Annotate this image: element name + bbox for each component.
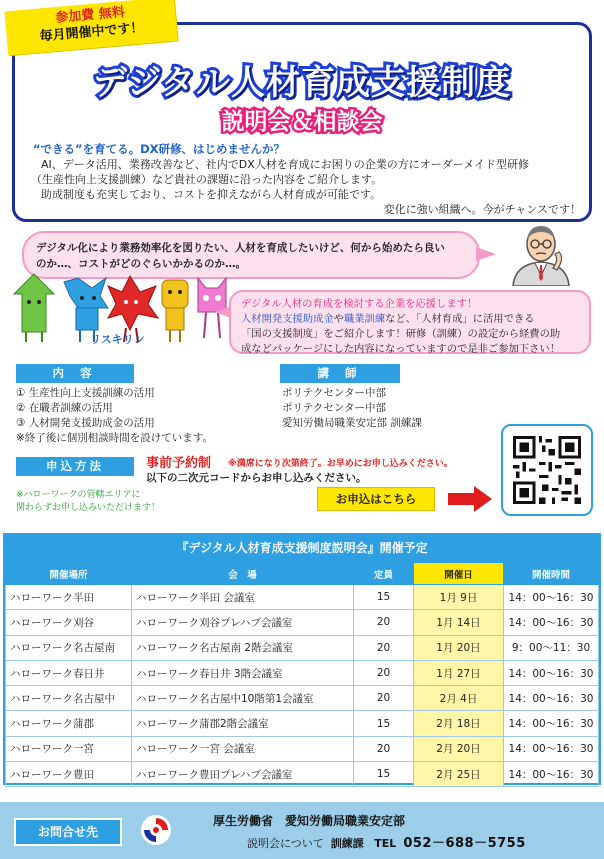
support-line: 成などパッケージにした内容になっていますので是非ご参加下さい！ bbox=[241, 343, 560, 355]
support-line bbox=[241, 312, 581, 327]
cell-location: ハローワーク蒲郡 bbox=[6, 711, 132, 736]
intro-text bbox=[31, 157, 583, 217]
table-row bbox=[6, 686, 599, 711]
contact-line bbox=[247, 832, 526, 851]
cell-venue: ハローワーク一宮 会議室 bbox=[132, 736, 354, 761]
lecturer-tag: 講 師 bbox=[280, 364, 400, 383]
cell-venue: ハローワーク豊田プレハブ会議室 bbox=[132, 762, 354, 787]
page-subtitle: 説明会＆相談会 bbox=[221, 109, 383, 135]
cell-time: 14：00～16：30 bbox=[504, 711, 599, 736]
table-row bbox=[6, 711, 599, 736]
cell-location: ハローワーク名古屋中 bbox=[6, 686, 132, 711]
cell-date: 2月 20日 bbox=[414, 736, 504, 761]
ministry-logo-icon bbox=[140, 814, 172, 846]
support-text: など、「人材育成」に活用できる bbox=[385, 313, 535, 325]
contact-button[interactable]: お問合せ先 bbox=[14, 818, 122, 846]
content-item: ③ 人材開発支援助成金の活用 bbox=[16, 417, 155, 429]
cell-time: 14：00～16：30 bbox=[504, 585, 599, 610]
header-time: 開催時間 bbox=[504, 563, 599, 585]
qr-code-frame[interactable] bbox=[501, 424, 593, 516]
schedule-title: 『デジタル人材育成支援制度説明会』開催予定 bbox=[5, 535, 599, 562]
hellowork-note-line: ※ハローワークの管轄エリアに bbox=[16, 490, 141, 500]
phone-number: 052－688－5755 bbox=[403, 836, 526, 851]
cell-time: 14：00～16：30 bbox=[504, 660, 599, 685]
cell-capacity: 15 bbox=[354, 585, 414, 610]
bubble-line: デジタル化により業務効率化を図りたい、人材を育成したいけど、何から始めたら良い bbox=[36, 242, 445, 254]
intro-line: 変化に強い組織へ。今がチャンスです！ bbox=[383, 203, 581, 216]
full-note: ※満席になり次第終了。お早めにお申し込みください。 bbox=[228, 459, 453, 469]
hellowork-note-line: 関わらずお申し込みいただけます！ bbox=[16, 503, 161, 513]
content-item: ② 在職者訓練の活用 bbox=[16, 402, 113, 414]
content-list bbox=[16, 386, 213, 446]
contact-about: 説明会について bbox=[247, 837, 324, 850]
intro-line: （生産性向上支援訓練）など貴社の課題に沿った内容をご紹介します。 bbox=[31, 173, 383, 186]
schedule-table bbox=[3, 533, 601, 785]
lecturer-item: ポリテクセンター中部 bbox=[282, 387, 386, 399]
cell-time: 14：00～16：30 bbox=[504, 736, 599, 761]
content-note: ※終了後に個別相談時間を設けています。 bbox=[16, 432, 213, 444]
cell-time: 9：00～11：30 bbox=[504, 635, 599, 660]
organization-name: 厚生労働省 愛知労働局職業安定部 bbox=[213, 814, 406, 828]
hellowork-note bbox=[16, 489, 160, 515]
cell-time: 14：00～16：30 bbox=[504, 610, 599, 635]
support-line: デジタル人材の育成を検討する企業を応援します！ bbox=[241, 298, 478, 310]
contact-dept: 訓練課 bbox=[330, 837, 364, 850]
footer bbox=[0, 802, 604, 859]
header-capacity: 定員 bbox=[354, 563, 414, 585]
cell-location: ハローワーク刈谷 bbox=[6, 610, 132, 635]
table-row bbox=[6, 610, 599, 635]
cell-date: 1月 9日 bbox=[414, 585, 504, 610]
lecturer-list bbox=[282, 386, 422, 431]
table-row bbox=[6, 635, 599, 660]
badge-free-text: 参加費 無料 bbox=[54, 5, 126, 27]
cell-location: ハローワーク半田 bbox=[6, 585, 132, 610]
tel-label: TEL bbox=[374, 837, 397, 850]
cell-venue: ハローワーク蒲郡2階会議室 bbox=[132, 711, 354, 736]
cell-date: 2月 18日 bbox=[414, 711, 504, 736]
schedule-grid bbox=[5, 562, 599, 787]
apply-button[interactable]: お申込はこちら bbox=[317, 487, 435, 511]
cell-venue: ハローワーク名古屋南 2階会議室 bbox=[132, 635, 354, 660]
cell-time: 14：00～16：30 bbox=[504, 686, 599, 711]
cell-capacity: 15 bbox=[354, 711, 414, 736]
cell-location: ハローワーク名古屋南 bbox=[6, 635, 132, 660]
qr-code-icon bbox=[513, 436, 581, 504]
cell-capacity: 20 bbox=[354, 686, 414, 711]
lecturer-item: ポリテクセンター中部 bbox=[282, 402, 386, 414]
subsidy-term: 人材開発支援助成金 bbox=[241, 313, 334, 325]
cell-capacity: 15 bbox=[354, 762, 414, 787]
bubble-line: のか…、コストがどのぐらいかかるのか…。 bbox=[36, 258, 246, 270]
cell-capacity: 20 bbox=[354, 736, 414, 761]
cell-venue: ハローワーク刈谷プレハブ会議室 bbox=[132, 610, 354, 635]
cell-location: ハローワーク一宮 bbox=[6, 736, 132, 761]
cell-date: 1月 14日 bbox=[414, 610, 504, 635]
cell-capacity: 20 bbox=[354, 610, 414, 635]
cell-venue: ハローワーク半田 会議室 bbox=[132, 585, 354, 610]
businessman-illustration-icon bbox=[505, 218, 577, 286]
support-conj: や bbox=[333, 313, 344, 325]
header-venue: 会 場 bbox=[132, 563, 354, 585]
cell-location: ハローワーク春日井 bbox=[6, 660, 132, 685]
header-box bbox=[12, 22, 592, 222]
cell-capacity: 20 bbox=[354, 660, 414, 685]
intro-line: AI、データ活用、業務改善など、社内でDX人材を育成にお困りの企業の方にオーダーメイド型研修 bbox=[41, 158, 530, 171]
mascot-name: リスキリン bbox=[90, 333, 145, 346]
table-row bbox=[6, 762, 599, 787]
table-row bbox=[6, 585, 599, 610]
arrow-right-icon bbox=[448, 486, 492, 512]
cell-date: 2月 25日 bbox=[414, 762, 504, 787]
cell-venue: ハローワーク名古屋中10階第1会議室 bbox=[132, 686, 354, 711]
cell-date: 1月 20日 bbox=[414, 635, 504, 660]
content-tag: 内 容 bbox=[16, 364, 134, 383]
cell-date: 1月 27日 bbox=[414, 660, 504, 685]
content-item: ① 生産性向上支援訓練の活用 bbox=[16, 387, 155, 399]
cell-capacity: 20 bbox=[354, 635, 414, 660]
support-box bbox=[229, 290, 591, 354]
apply-tag: 申込方法 bbox=[16, 457, 134, 476]
cell-date: 2月 4日 bbox=[414, 686, 504, 711]
header-location: 開催場所 bbox=[6, 563, 132, 585]
table-row bbox=[6, 660, 599, 685]
cell-venue: ハローワーク春日井 3階会議室 bbox=[132, 660, 354, 685]
training-term: 職業訓練 bbox=[343, 313, 386, 325]
page-title: デジタル人材育成支援制度 bbox=[93, 63, 511, 103]
qr-instruction: 以下の二次元コードからお申し込みください。 bbox=[146, 472, 367, 484]
lecturer-item: 愛知労働局職業安定部 訓練課 bbox=[282, 417, 422, 429]
badge-monthly-text: 毎月開催中です！ bbox=[39, 20, 145, 45]
header-date: 開催日 bbox=[414, 563, 504, 585]
cell-time: 14：00～16：30 bbox=[504, 762, 599, 787]
table-row bbox=[6, 736, 599, 761]
support-line: 「国の支援制度」をご紹介します！研修（訓練）の設定から経費の助 bbox=[241, 328, 561, 340]
cell-location: ハローワーク豊田 bbox=[6, 762, 132, 787]
catchphrase: “できる”を育てる。DX研修、はじめませんか？ bbox=[33, 142, 286, 156]
reservation-required: 事前予約制 bbox=[146, 456, 212, 471]
table-header-row bbox=[6, 563, 599, 585]
intro-line: 助成制度も充実しており、コストを抑えながら人材育成が可能です。 bbox=[41, 188, 382, 201]
